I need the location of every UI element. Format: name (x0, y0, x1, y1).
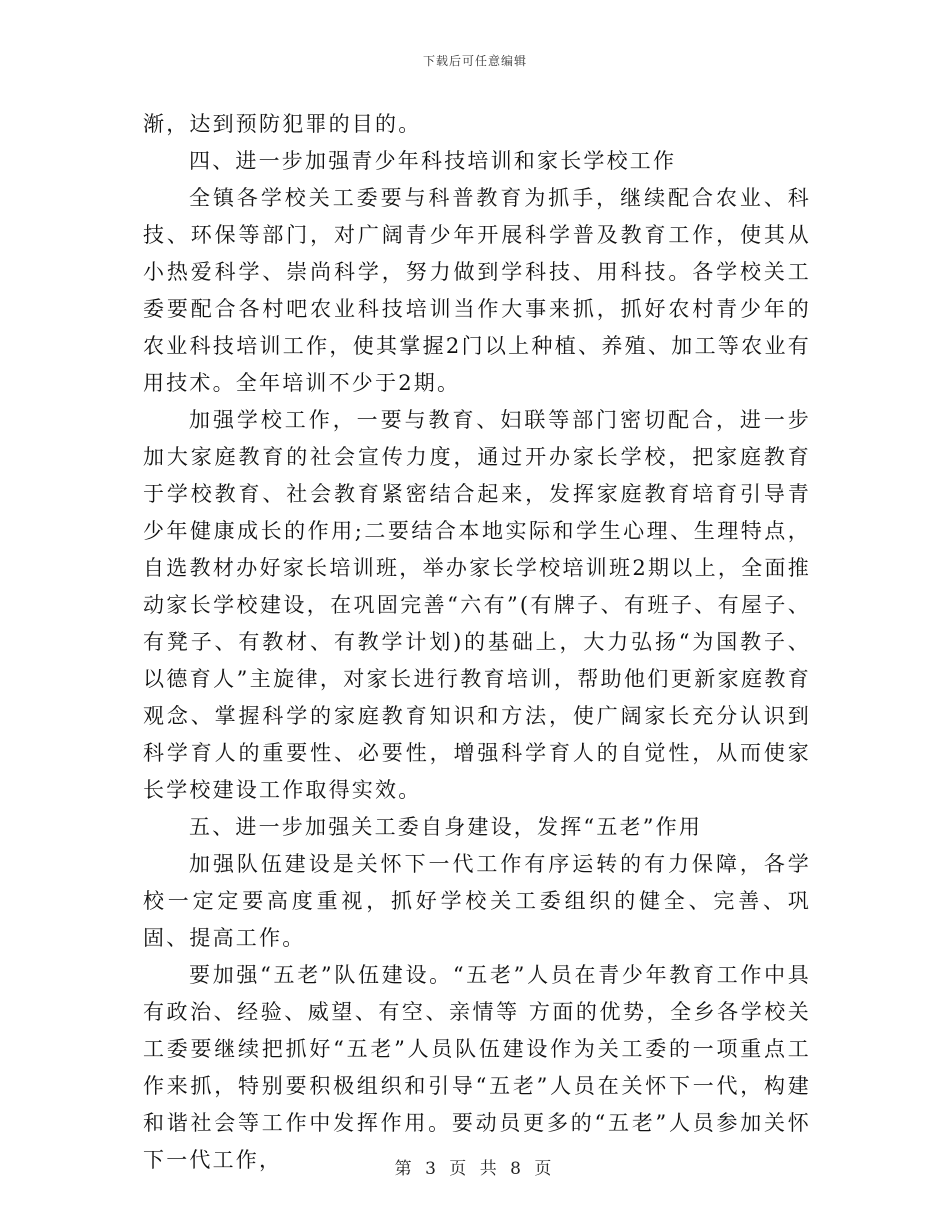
page-number: 第 3 页 共 8 页 (394, 1159, 556, 1179)
paragraph: 加强学校工作，一要与教育、妇联等部门密切配合，进一步加大家庭教育的社会宣传力度，通过开办家长学校，把家庭教育于学校教育、社会教育紧密结合起来，发挥家庭教育培育引导青少年健康成长的作用;二要结合本地实际和学生心理、生理特点，自选教材办好家长培训班，举办家长学校培训班2期以上，全面推动家长学校建设，在巩固完善“六有”(有牌子、有班子、有屋子、有凳子、有教材、有教学计划)的基础上，大力弘扬“为国教子、以德育人”主旋律，对家长进行教育培训，帮助他们更新家庭教育观念、掌握科学的家庭教育知识和方法，使广阔家长充分认识到科学育人的重要性、必要性，增强科学育人的自觉性，从而使家长学校建设工作取得实效。 (143, 408, 811, 802)
paragraph: 加强队伍建设是关怀下一代工作有序运转的有力保障，各学校一定定要高度重视，抓好学校关工委组织的健全、完善、巩固、提高工作。 (143, 852, 811, 950)
paragraph-continuation: 渐，达到预防犯罪的目的。 (143, 112, 422, 136)
paragraph: 全镇各学校关工委要与科普教育为抓手，继续配合农业、科技、环保等部门，对广阔青少年开展科学普及教育工作，使其从小热爱科学、崇尚科学，努力做到学科技、用科技。各学校关工委要配合各村吧农业科技培训当作大事来抓，抓好农村青少年的农业科技培训工作，使其掌握2门以上种植、养殖、加工等农业有用技术。全年培训不少于2期。 (143, 186, 811, 395)
section-heading-4: 四、进一步加强青少年科技培训和家长学校工作 (189, 149, 677, 173)
paragraph: 要加强“五老”队伍建设。“五老”人员在青少年教育工作中具有政治、经验、威望、有空、亲情等 方面的优势，全乡各学校关工委要继续把抓好“五老”人员队伍建设作为关工委的一项重点工作来抓，特别要积极组织和引导“五老”人员在关怀下一代，构建和谐社会等工作中发挥作用。要动员更多的“五老”人员参加关怀下一代工作， (143, 963, 811, 1172)
page-header: 下载后可任意编辑 (422, 54, 527, 68)
document-body (143, 106, 811, 1179)
section-heading-5: 五、进一步加强关工委自身建设，发挥“五老”作用 (189, 815, 703, 839)
